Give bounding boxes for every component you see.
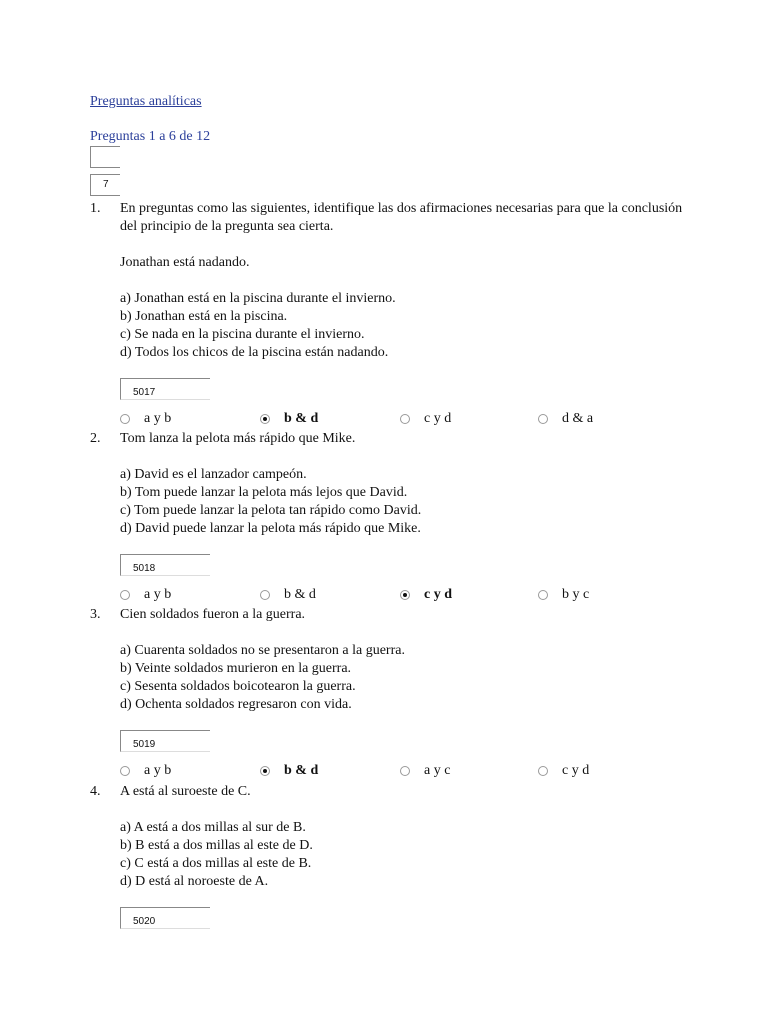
answer-option[interactable] [400,410,451,428]
answer-option[interactable] [400,762,450,780]
question-number: 1. [90,201,101,216]
radio-button[interactable] [538,414,548,424]
question-id-field[interactable]: 5018 [120,554,210,576]
statement-item: d) Todos los chicos de la piscina están nadando. [120,345,389,360]
statement-item: d) D está al noroeste de A. [120,874,269,889]
statement-item: b) Veinte soldados murieron en la guerra. [120,661,352,676]
answer-option[interactable] [538,586,589,604]
statement-item: d) David puede lanzar la pelota más rápido que Mike. [120,521,421,536]
question-item [90,783,690,929]
answer-option-label: b & d [284,763,319,778]
statement-item: c) Se nada en la piscina durante el invierno. [120,327,365,342]
answer-option-label: a y c [424,763,451,778]
analytic-questions-link[interactable]: Preguntas analíticas [90,94,202,109]
answer-options [120,762,690,782]
question-id-field[interactable]: 5019 [120,730,210,752]
radio-button[interactable] [400,414,410,424]
radio-button[interactable] [400,590,410,600]
blank-input-box[interactable] [90,146,120,168]
radio-button[interactable] [538,766,548,776]
statement-item: a) Jonathan está en la piscina durante el invierno. [120,291,396,306]
answer-options [120,586,690,606]
answer-option-label: b & d [284,411,319,426]
answer-option[interactable] [538,410,593,428]
answer-option[interactable] [400,586,452,604]
answer-option-label: a y b [144,411,172,426]
answer-option-label: b y c [562,587,590,602]
statement-item: c) Sesenta soldados boicotearon la guerra. [120,679,356,694]
answer-option-label: c y d [424,411,452,426]
radio-button[interactable] [538,590,548,600]
radio-button[interactable] [120,590,130,600]
radio-button[interactable] [260,766,270,776]
answer-option[interactable] [538,762,589,780]
answer-option[interactable] [120,762,171,780]
radio-button[interactable] [120,766,130,776]
answer-option-label: c y d [562,763,590,778]
question-premise: Jonathan está nadando. [120,255,250,270]
statement-item: b) B está a dos millas al este de D. [120,838,313,853]
answer-option-label: a y b [144,587,172,602]
question-number: 2. [90,431,101,446]
answer-option-label: c y d [424,587,452,602]
statement-item: d) Ochenta soldados regresaron con vida. [120,697,352,712]
radio-button[interactable] [120,414,130,424]
radio-button[interactable] [260,590,270,600]
question-text: Cien soldados fueron a la guerra. [120,607,306,622]
question-text: En preguntas como las siguientes, identifique las dos afirmaciones necesarias para que la conclusión del principio de la pregunta sea cierta. [120,201,683,234]
question-id-field[interactable]: 5017 [120,378,210,400]
question-text: A está al suroeste de C. [120,784,251,799]
answer-option[interactable] [260,586,316,604]
question-id-field[interactable]: 5020 [120,907,210,929]
statement-item: c) Tom puede lanzar la pelota tan rápido como David. [120,503,422,518]
answer-option-label: d & a [562,411,594,426]
statement-item: b) Tom puede lanzar la pelota más lejos que David. [120,485,408,500]
question-number: 3. [90,607,101,622]
radio-button[interactable] [400,766,410,776]
page-number-box[interactable]: 7 [90,174,120,196]
radio-button[interactable] [260,414,270,424]
answer-option-label: a y b [144,763,172,778]
answer-option[interactable] [120,410,171,428]
statement-item: a) A está a dos millas al sur de B. [120,820,306,835]
question-number: 4. [90,784,101,799]
question-text: Tom lanza la pelota más rápido que Mike. [120,431,356,446]
answer-option[interactable] [260,762,318,780]
statement-item: b) Jonathan está en la piscina. [120,309,288,324]
statement-item: a) David es el lanzador campeón. [120,467,307,482]
answer-option-label: b & d [284,587,316,602]
answer-option[interactable] [120,586,171,604]
statement-item: a) Cuarenta soldados no se presentaron a la guerra. [120,643,405,658]
answer-option[interactable] [260,410,318,428]
question-item [90,430,690,606]
question-item [90,606,690,782]
question-item [90,200,690,430]
question-range: Preguntas 1 a 6 de 12 [90,129,211,144]
answer-options [120,410,690,430]
statement-item: c) C está a dos millas al este de B. [120,856,312,871]
